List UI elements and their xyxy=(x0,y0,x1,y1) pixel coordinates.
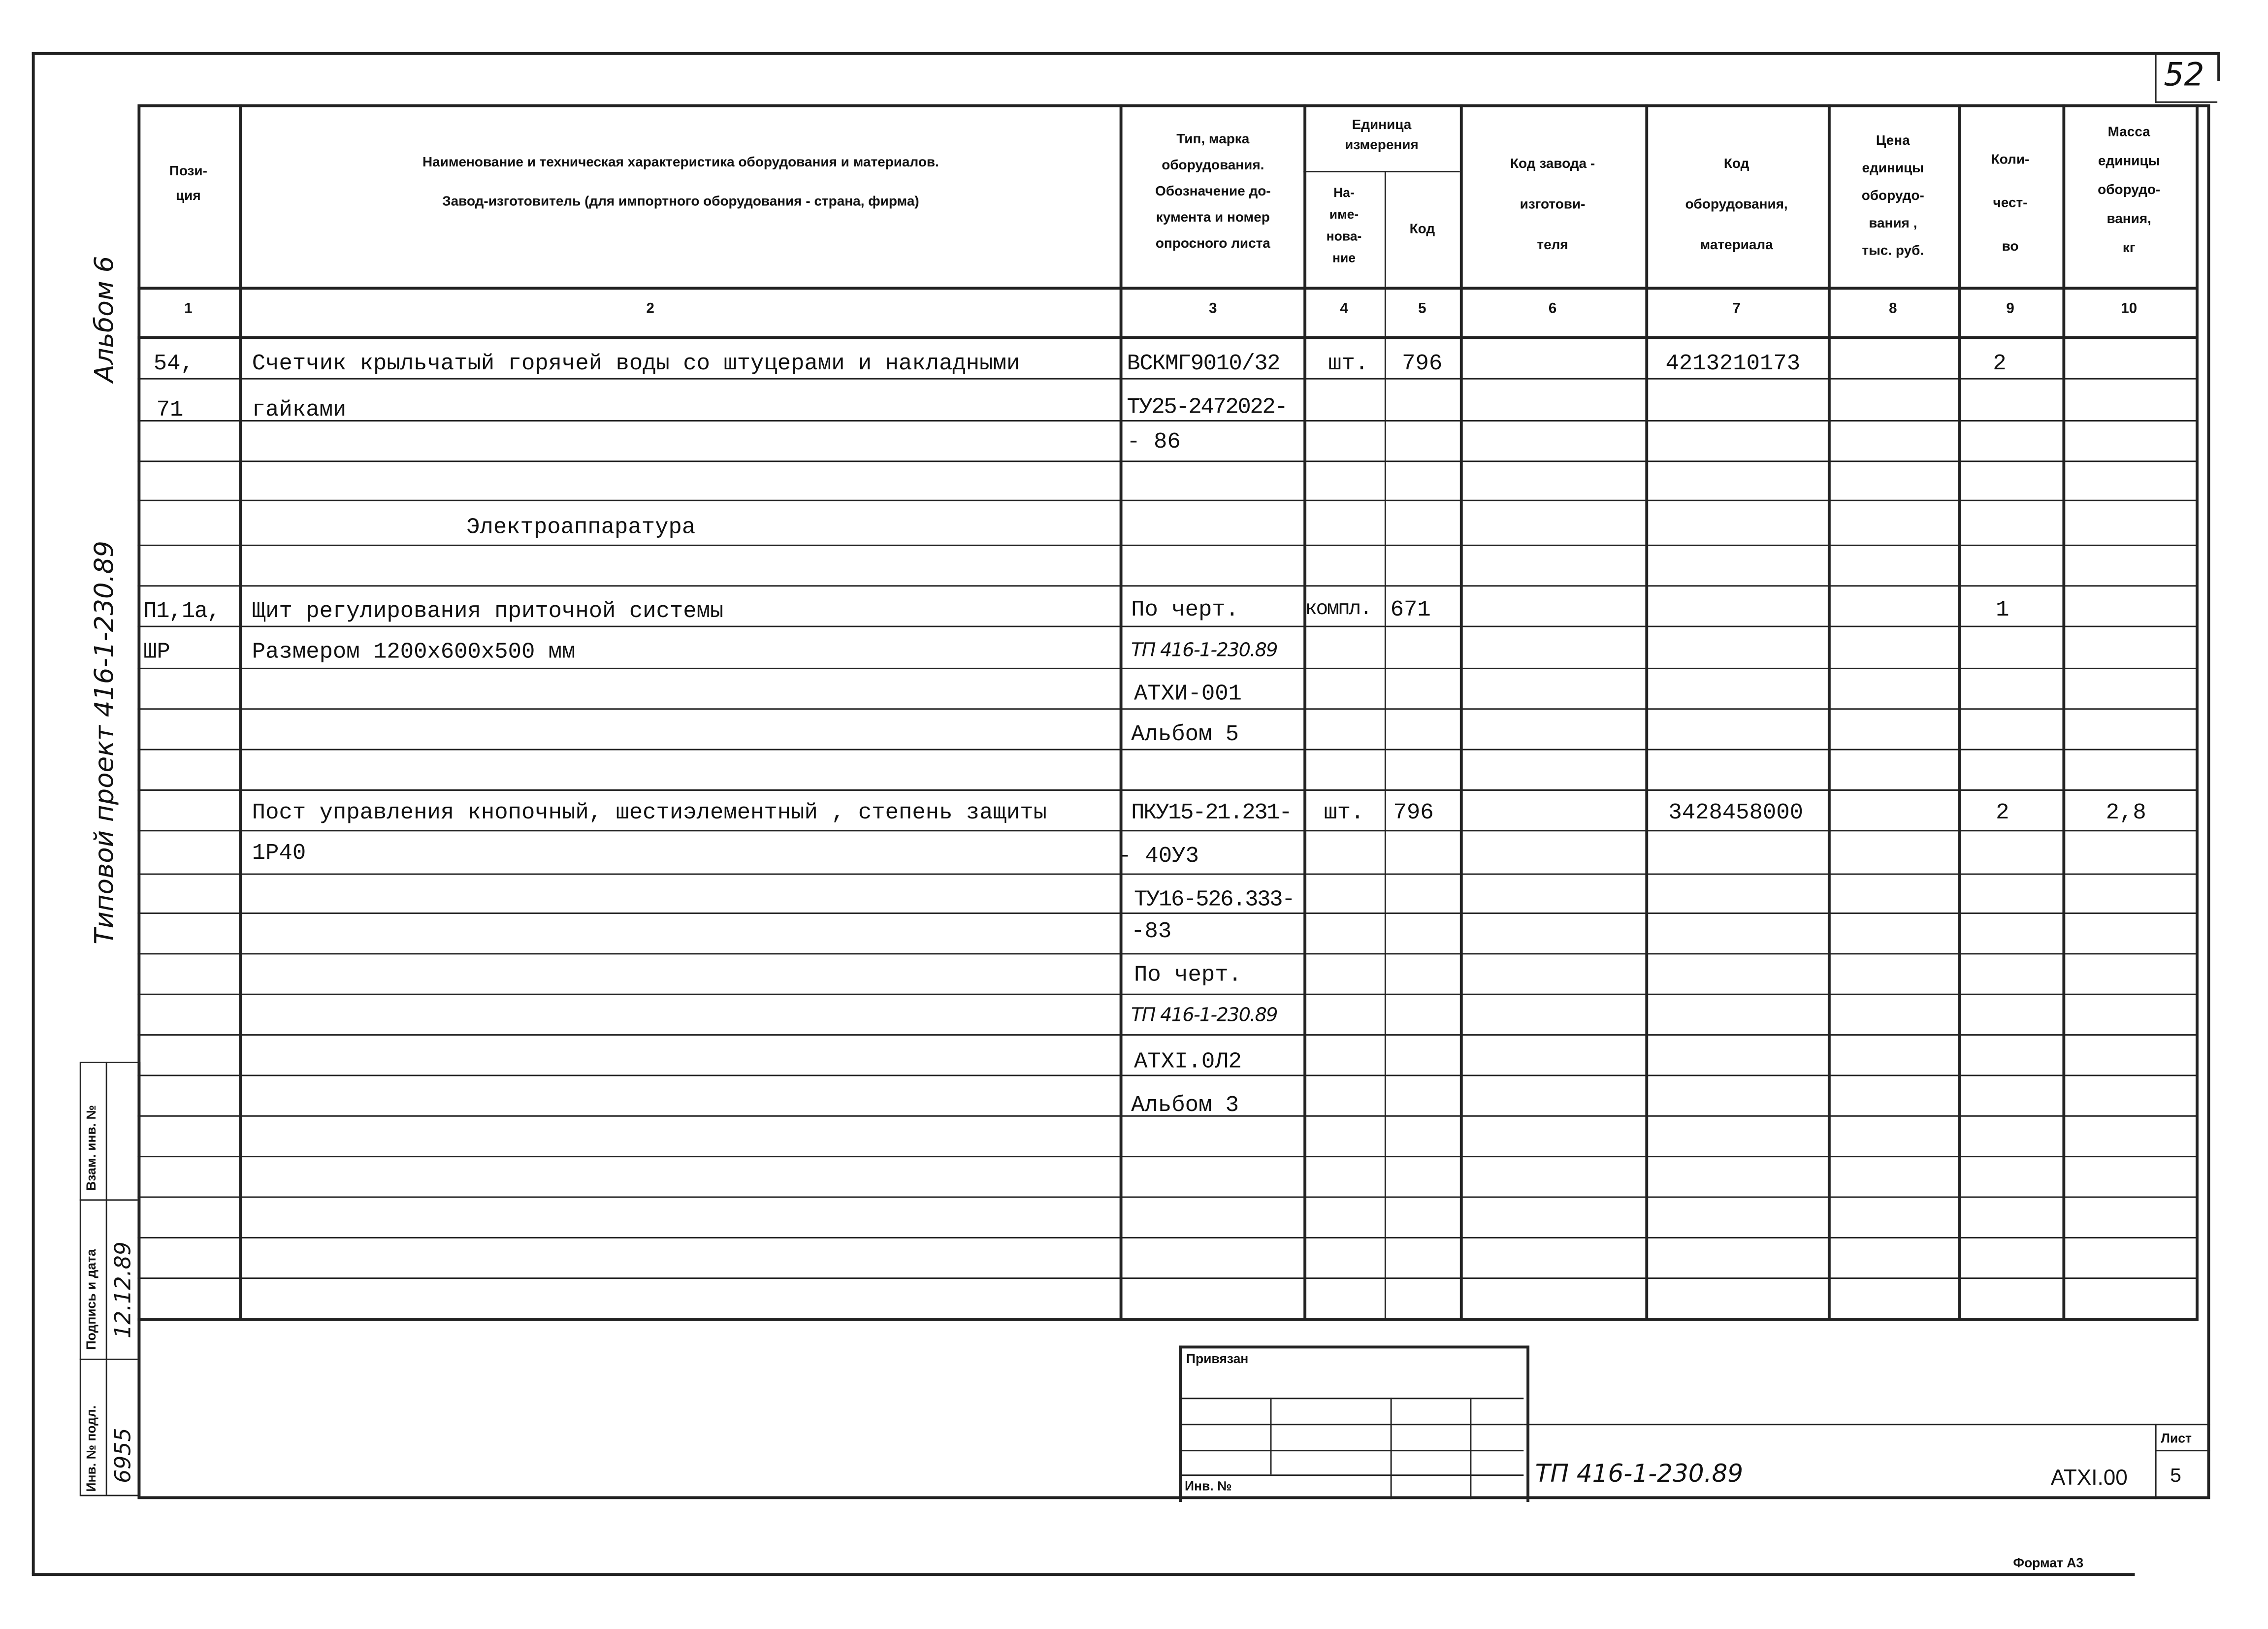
row-line xyxy=(137,749,2196,750)
row-line xyxy=(137,1075,2196,1076)
row-1-material-code: 4213210173 xyxy=(1665,350,1801,377)
row-9-code: 796 xyxy=(1393,799,1434,826)
row-line xyxy=(137,500,2196,501)
privyazan-line-2 xyxy=(1179,1424,1523,1425)
row-1-type: ВСКМГ9010/32 xyxy=(1127,350,1280,377)
row-line xyxy=(137,874,2196,875)
row-line xyxy=(137,1277,2196,1279)
drawing-code: АТХI.00 xyxy=(2050,1466,2128,1491)
row-3-type: - 86 xyxy=(1127,428,1181,455)
colnum-9: 9 xyxy=(2006,301,2014,318)
doc-code: ТП 416-1-230.89 xyxy=(1535,1460,1744,1489)
row-line xyxy=(137,668,2196,669)
unit-sub-line xyxy=(1303,171,1460,172)
row-line xyxy=(137,585,2196,586)
row-line xyxy=(137,1156,2196,1157)
row-2-position: 71 xyxy=(156,396,184,423)
section-title: Электроаппаратура xyxy=(466,514,696,541)
row-1-position: 54, xyxy=(153,350,194,377)
row-12-type: -83 xyxy=(1131,918,1172,945)
sheet-label: Лист xyxy=(2161,1431,2192,1446)
album-label: Альбом 6 xyxy=(90,256,121,383)
row-5-position: П1,1а, xyxy=(143,598,220,624)
header-type: Тип, марка оборудования. Обозначение до- кумента и номер опросного листа xyxy=(1155,131,1271,252)
row-9-type: ПКУ15-21.231- xyxy=(1131,799,1292,826)
row-line xyxy=(137,830,2196,831)
privyazan-line-4 xyxy=(1179,1474,1523,1476)
stamp-label-inv-podl: Инв. № подл. xyxy=(84,1405,99,1492)
colnum-10: 10 xyxy=(2121,301,2138,318)
row-9-name: Пост управления кнопочный, шестиэлементный , степень защиты xyxy=(252,799,1047,826)
sheet-box-divider xyxy=(2155,1450,2210,1451)
left-stamp-divider xyxy=(106,1062,107,1495)
row-5-quantity: 1 xyxy=(1996,596,2009,623)
row-14-type: ТП 416-1-230.89 xyxy=(1131,1005,1277,1027)
sheet-value: 5 xyxy=(2170,1466,2182,1489)
row-2-name: гайками xyxy=(252,396,347,423)
privyazan-label: Привязан xyxy=(1186,1351,1249,1366)
row-6-position: ШР xyxy=(143,639,170,665)
row-line xyxy=(137,708,2196,710)
privyazan-line-3 xyxy=(1179,1450,1523,1451)
colnum-4: 4 xyxy=(1340,301,1348,318)
row-8-type: Альбом 5 xyxy=(1131,721,1239,748)
colnum-3: 3 xyxy=(1209,301,1217,318)
header-price: Цена единицы оборудо- вания , тыс. руб. xyxy=(1861,133,1924,260)
row-6-type: ТП 416-1-230.89 xyxy=(1131,640,1277,662)
privyazan-vline-3 xyxy=(1470,1398,1471,1499)
row-7-type: АТХИ-001 xyxy=(1134,681,1242,707)
row-13-type: По черт. xyxy=(1134,962,1242,988)
row-6-name: Размером 1200х600х500 мм xyxy=(252,639,576,665)
header-unit-code: Код xyxy=(1409,222,1435,238)
row-1-unit: шт. xyxy=(1328,350,1369,377)
colnum-7: 7 xyxy=(1732,301,1741,318)
stamp-inv-podl: 6955 xyxy=(110,1428,136,1483)
row-line xyxy=(137,1237,2196,1238)
header-position: Пози- ция xyxy=(169,163,207,204)
row-line xyxy=(137,420,2196,422)
colnum-8: 8 xyxy=(1889,301,1897,318)
row-1-code: 796 xyxy=(1402,350,1443,377)
row-11-type: ТУ16-526.333- xyxy=(1134,886,1295,913)
format-label: Формат А3 xyxy=(2013,1555,2084,1570)
colnum-6: 6 xyxy=(1548,301,1557,318)
outer-frame-right xyxy=(2217,52,2220,81)
col-line-4 xyxy=(1385,171,1386,1321)
stamp-sign-date: 12.12.89 xyxy=(110,1241,136,1338)
row-5-name: Щит регулирования приточной системы xyxy=(252,598,724,624)
header-factory-code: Код завода - изготови- теля xyxy=(1510,156,1595,254)
title-block-top xyxy=(1523,1424,2210,1425)
row-line xyxy=(137,912,2196,914)
header-mass: Масса единицы оборудо- вания, кг xyxy=(2098,124,2161,257)
row-5-type: По черт. xyxy=(1131,596,1239,623)
row-line xyxy=(137,626,2196,627)
header-name: Наименование и техническая характеристика оборудования и материалов. Завод-изготовитель (для импортного оборудования - страна, фирма) xyxy=(422,155,939,210)
row-16-type: Альбом 3 xyxy=(1131,1092,1239,1118)
colnum-1: 1 xyxy=(184,301,193,318)
row-line xyxy=(137,545,2196,546)
row-line xyxy=(137,789,2196,791)
row-line xyxy=(137,994,2196,995)
colnum-5: 5 xyxy=(1418,301,1426,318)
project-label: Типовой проект 416-1-230.89 xyxy=(90,541,121,945)
row-line xyxy=(137,953,2196,954)
header-material-code: Код оборудования, материала xyxy=(1685,156,1788,254)
inv-number-label: Инв. № xyxy=(1184,1479,1232,1494)
row-1-name: Счетчик крыльчатый горячей воды со штуцерами и накладными xyxy=(252,350,1020,377)
row-line xyxy=(137,1318,2196,1321)
row-line xyxy=(137,378,2196,380)
col-line-10 xyxy=(2196,104,2199,1321)
row-10-name: 1Р40 xyxy=(252,840,306,866)
stamp-label-sign-date: Подпись и дата xyxy=(84,1249,99,1350)
row-line xyxy=(137,1197,2196,1198)
row-5-code: 671 xyxy=(1390,596,1431,623)
row-line xyxy=(137,460,2196,462)
row-15-type: АТХI.0Л2 xyxy=(1134,1048,1242,1075)
header-bottom-line xyxy=(137,287,2196,290)
header-unit-name: На- име- нова- ние xyxy=(1326,185,1362,265)
row-9-material-code: 3428458000 xyxy=(1668,799,1803,826)
numbers-bottom-line xyxy=(137,336,2196,339)
left-stamp-line-2 xyxy=(80,1359,138,1360)
row-10-type: - 40У3 xyxy=(1118,843,1199,869)
colnum-2: 2 xyxy=(646,301,654,318)
row-5-unit: компл. xyxy=(1305,598,1371,621)
privyazan-vline-1 xyxy=(1270,1398,1272,1474)
header-quantity: Коли- чест- во xyxy=(1991,152,2030,255)
privyazan-line-1 xyxy=(1179,1398,1523,1399)
header-unit-group: Единица измерения xyxy=(1345,117,1419,154)
row-9-quantity: 2 xyxy=(1996,799,2009,826)
row-1-quantity: 2 xyxy=(1993,350,2007,377)
page-number: 52 xyxy=(2164,58,2204,95)
privyazan-vline-2 xyxy=(1391,1398,1392,1499)
stamp-label-inv-zam: Взам. инв. № xyxy=(84,1105,99,1191)
outer-frame-bottom xyxy=(32,1573,2135,1576)
row-9-mass: 2,8 xyxy=(2106,799,2146,826)
left-stamp-line-1 xyxy=(80,1199,138,1201)
row-2-type: ТУ25-2472022- xyxy=(1127,394,1287,420)
row-line xyxy=(137,1034,2196,1036)
row-9-unit: шт. xyxy=(1324,799,1364,826)
